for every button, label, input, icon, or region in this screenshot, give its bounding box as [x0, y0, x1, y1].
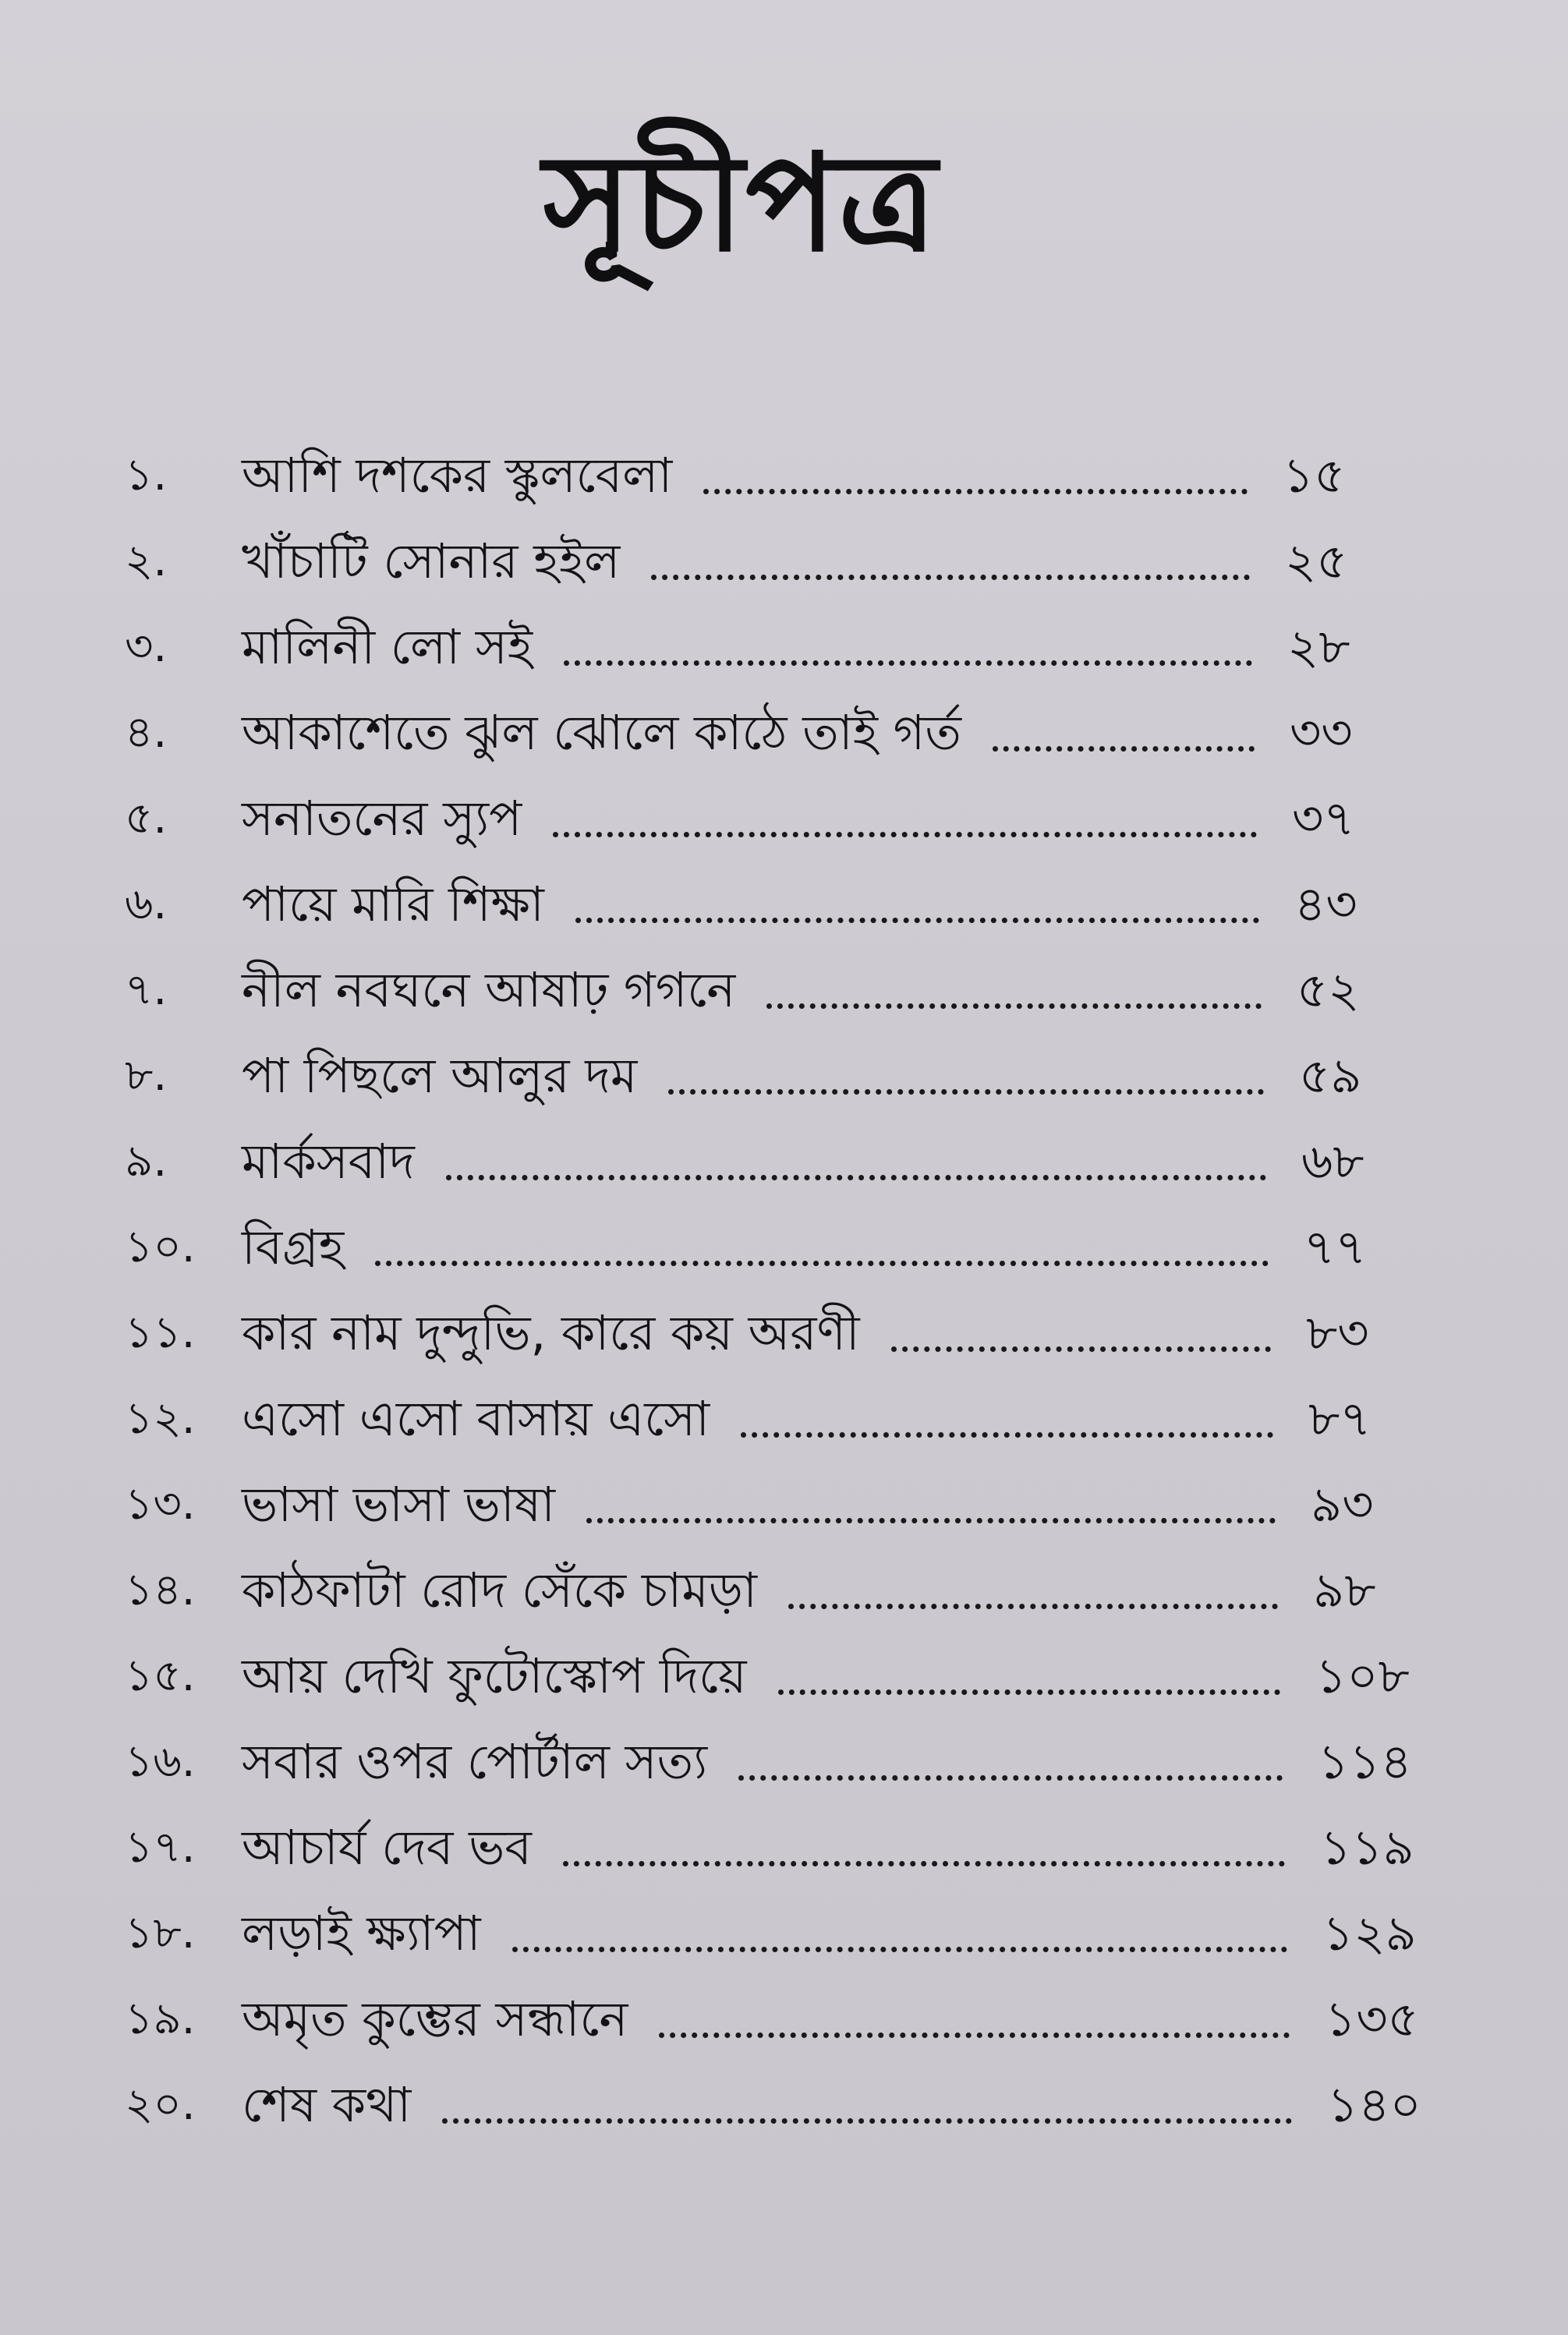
toc-dot-leader	[738, 1767, 1283, 1781]
toc-entry	[0, 947, 1568, 1033]
toc-dot-leader	[442, 2110, 1292, 2124]
toc-entry-title: আশি দশকের স্কুলবেলা	[242, 447, 673, 504]
toc-entry-number: ১৭.	[125, 1822, 196, 1873]
toc-entry-title: কাঠফাটা রোদ সেঁকে চামড়া	[242, 1562, 757, 1619]
toc-dot-leader	[553, 824, 1257, 837]
toc-entry-title: সবার ওপর পোর্টাল সত্য	[242, 1733, 708, 1790]
toc-entry-title: মালিনী লো সই	[242, 618, 533, 675]
toc-entry-page-number: ১৪০	[1327, 2076, 1421, 2133]
toc-entry-page-number: ৩৭	[1292, 790, 1355, 847]
toc-dot-leader	[446, 1167, 1266, 1180]
toc-entry-number: ২.	[125, 536, 168, 586]
toc-entry-title: আচার্য দেব ভব	[242, 1819, 532, 1876]
toc-entry	[0, 1719, 1568, 1805]
toc-entry-page-number: ৮৭	[1308, 1390, 1372, 1447]
toc-entry-title: শেষ কথা	[242, 2076, 412, 2133]
toc-entry-title: আকাশেতে ঝুল ঝোলে কাঠে তাই গর্ত	[242, 704, 961, 761]
toc-entry-title: সনাতনের স্যুপ	[242, 790, 522, 847]
toc-dot-leader	[651, 567, 1250, 580]
toc-entry-page-number: ৪৩	[1294, 876, 1357, 932]
toc-entry	[0, 1805, 1568, 1891]
toc-entry	[0, 1633, 1568, 1719]
toc-entry-title: অমৃত কুম্ভের সন্ধানে	[242, 1990, 628, 2047]
toc-entry	[0, 1376, 1568, 1462]
toc-dot-leader	[668, 1081, 1264, 1095]
toc-entry-title: মার্কসবাদ	[242, 1133, 415, 1190]
toc-entry-number: ১৪.	[125, 1565, 196, 1615]
toc-entry-title: আয় দেখি ফুটোস্কোপ দিয়ে	[242, 1647, 747, 1704]
toc-entry-number: ৬.	[125, 879, 168, 929]
toc-entry-number: ৫.	[125, 793, 168, 844]
toc-dot-leader	[512, 1939, 1287, 1952]
toc-entry	[0, 604, 1568, 690]
toc-dot-leader	[703, 481, 1248, 494]
toc-entry-title: বিগ্রহ	[242, 1219, 345, 1275]
toc-entry-number: ৪.	[125, 707, 168, 758]
toc-entry-number: ১৯.	[125, 1994, 196, 2044]
toc-entry-title: পায়ে মারি শিক্ষা	[242, 876, 544, 932]
toc-entry-page-number: ৬৮	[1301, 1133, 1364, 1190]
toc-entry-number: ১০.	[125, 1222, 196, 1272]
toc-dot-leader	[891, 1339, 1271, 1352]
toc-entry-page-number: ২৮	[1287, 618, 1350, 675]
toc-entry-number: ৭.	[125, 964, 168, 1015]
toc-entry-page-number: ৯৩	[1311, 1476, 1374, 1533]
toc-entry	[0, 1205, 1568, 1290]
toc-dot-leader	[563, 1853, 1285, 1866]
toc-entry-number: ১৩.	[125, 1479, 196, 1530]
toc-entry	[0, 2062, 1568, 2148]
toc-entry-number: ৯.	[125, 1136, 168, 1187]
toc-entry-page-number: ১২৯	[1322, 1905, 1417, 1962]
toc-dot-leader	[993, 738, 1255, 752]
page-title: সূচীপত্র	[543, 125, 939, 281]
toc-entry-number: ১৮.	[125, 1908, 196, 1958]
toc-dot-leader	[586, 1510, 1276, 1523]
toc-entry-number: ১২.	[125, 1393, 196, 1444]
toc-entry	[0, 433, 1568, 518]
toc-entry-number: ১১.	[125, 1307, 196, 1358]
toc-entry-page-number: ৭৭	[1304, 1219, 1367, 1275]
toc-entry-number: ১৬.	[125, 1736, 196, 1787]
toc-entry-title: এসো এসো বাসায় এসো	[242, 1390, 710, 1447]
toc-dot-leader	[564, 653, 1252, 666]
toc-dot-leader	[375, 1253, 1269, 1266]
toc-entry	[0, 1033, 1568, 1119]
toc-dot-leader	[575, 910, 1259, 923]
toc-dot-leader	[741, 1424, 1273, 1438]
toc-entry	[0, 1462, 1568, 1548]
toc-entry-page-number: ১১৪	[1318, 1733, 1412, 1790]
toc-entry-page-number: ৫৯	[1299, 1047, 1362, 1104]
toc-entry	[0, 1891, 1568, 1976]
toc-entry-page-number: ২৫	[1285, 532, 1348, 589]
toc-entry-page-number: ৯৮	[1313, 1562, 1376, 1619]
toc-dot-leader	[778, 1682, 1280, 1695]
toc-entry-number: ৩.	[125, 621, 168, 672]
toc-entry-number: ১.	[125, 450, 168, 501]
toc-entry-page-number: ১৩৫	[1325, 1990, 1419, 2047]
toc-entry-page-number: ৫২	[1297, 961, 1360, 1018]
toc-entry-number: ১৫.	[125, 1650, 196, 1701]
toc-entry-number: ২০.	[125, 2079, 196, 2130]
toc-entry-page-number: ৩৩	[1290, 704, 1353, 761]
toc-entry-title: লড়াই ক্ষ্যাপা	[242, 1905, 481, 1962]
toc-dot-leader	[766, 996, 1262, 1009]
toc-entry	[0, 1976, 1568, 2062]
toc-entry-title: কার নাম দুন্দুভি, কারে কয় অরণী	[242, 1304, 860, 1361]
toc-entry	[0, 1290, 1568, 1376]
toc-entry-title: খাঁচাটি সোনার হইল	[242, 532, 621, 589]
toc-entry	[0, 518, 1568, 604]
toc-entry-number: ৮.	[125, 1050, 168, 1101]
toc-dot-leader	[788, 1596, 1278, 1609]
toc-entry-title: নীল নবঘনে আষাঢ় গগনে	[242, 961, 736, 1018]
toc-entry-page-number: ১১৯	[1320, 1819, 1414, 1876]
toc-entry-title: ভাসা ভাসা ভাষা	[242, 1476, 555, 1533]
toc-entry	[0, 1119, 1568, 1205]
toc-entry-page-number: ১০৮	[1315, 1647, 1410, 1704]
toc-entry-page-number: ১৫	[1283, 447, 1346, 504]
toc-entry-page-number: ৮৩	[1306, 1304, 1369, 1361]
toc-entry-title: পা পিছলে আলুর দম	[242, 1047, 638, 1104]
toc-entry	[0, 776, 1568, 861]
toc-entry	[0, 690, 1568, 776]
toc-entry	[0, 1548, 1568, 1633]
toc-dot-leader	[659, 2025, 1290, 2038]
toc-entry	[0, 861, 1568, 947]
